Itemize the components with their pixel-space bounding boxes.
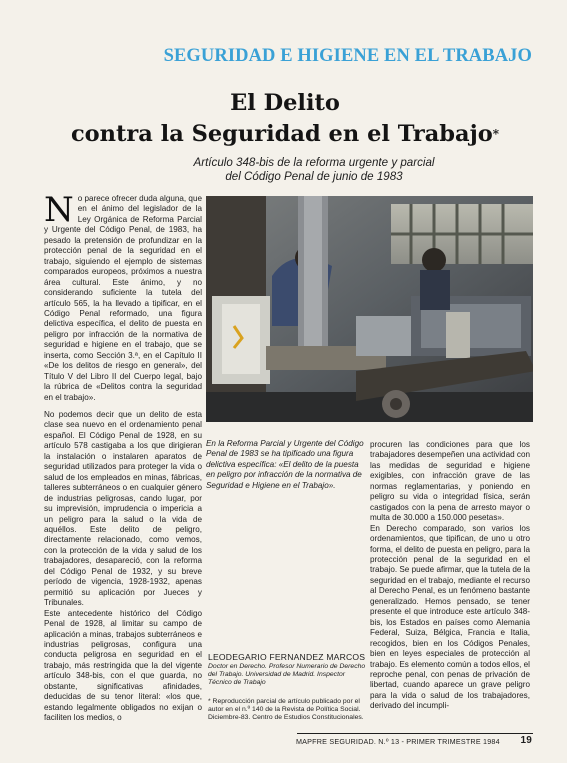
body-paragraph-4: procuren las condiciones para que los trabajadores desempeñen una actividad con las medidas de seguridad e higiene exigibles, con infracción grave de las normas reglamentarias, y poniendo en peligro su vida o integridad física, serán castigados con la pena de arresto mayor o multa de 30.000 a 150.000 pesetas». [370, 440, 530, 523]
title-line-2-text: contra la Seguridad en el Trabajo [70, 121, 493, 147]
subtitle-line-2: del Código Penal de junio de 1983 [225, 170, 403, 183]
footnote-mark: * [492, 127, 500, 141]
article-subtitle [112, 156, 516, 184]
body-column-1-top [44, 190, 202, 403]
body-paragraph-1: No parece ofrecer duda alguna, que en el ánimo del legislador de la Ley Orgánica de Reforma Parcial y Urgente del Código Penal, de 1983, ha pesado la pretensión de profundizar en la protección penal de la seguridad en el trabajo, siguiendo el ejemplo de sistemas comparados europeos, próximos a nuestra área cultural. Este ánimo, y no considerando suficiente la tutela del artículo 565, la ha llevado a tipificar, en el Código Penal reformado, una figura delictiva específica, el delito de puesta en peligro por infracción de la normativa de seguridad e higiene en el trabajo, que se inserta, como Sección 3.ª, en el Capítulo II «De los delitos de riesgo en general», del Título V del Libro II del Cuerpo legal, bajo la rúbrica de «Delitos contra la seguridad en el trabajo». [44, 190, 202, 402]
footnote: * Reproducción parcial de artículo publicado por el autor en el n.º 140 de la Revista de Política Social. Diciembre-83. Centro de Estudios Constitucionales. [208, 698, 364, 722]
photo-caption: En la Reforma Parcial y Urgente del Código Penal de 1983 se ha tipificado una figura delictiva específica: «El delito de la puesta en peligro por infracción de la normativa de Seguridad e Higiene en el Trabajo». [206, 439, 364, 490]
footer-rule [297, 733, 533, 734]
author-name: LEODEGARIO FERNANDEZ MARCOS [208, 652, 366, 662]
page-footer [296, 737, 532, 747]
photo-workshop-illustration [206, 196, 533, 422]
section-header: SEGURIDAD E HIGIENE EN EL TRABAJO [163, 46, 532, 66]
page-number: 19 [520, 735, 532, 746]
article-photo [206, 196, 533, 422]
body-column-1-bottom [44, 410, 202, 724]
title-line-1: El Delito [230, 90, 340, 116]
author-block [208, 652, 368, 688]
subtitle-line-1: Artículo 348-bis de la reforma urgente y parcial [193, 156, 435, 169]
body-paragraph-5: En Derecho comparado, son varios los ordenamientos, que tipifican, de uno u otro forma, el delito de puesta en peligro, para la protección penal de la seguridad en el trabajo. Se puede afirmar, que la tutela de la seguridad en el trabajo, mediante el recurso al Derecho Penal, es un fenómeno bastante generalizado. Hemos pensado, se tener presente el que introduce este artículo 348-bis, los Estados en países como Alemania Federal, Suiza, Bélgica, Francia e Italia, recogidos, bien en los Códigos Penales, bien en leyes especiales de protección al trabajo. Es elemento común a todos ellos, el reproche penal, con penas de privación de libertad, cuando aparece un grave peligro para la vida o salud de los trabajadores, derivado del incumpli- [370, 523, 530, 711]
body-paragraph-3: Este antecedente histórico del Código Penal de 1928, al limitar su campo de aplicación a minas, trabajos subterráneos e industrias peligrosas, configura una conducta peligrosa en seguridad en el trabajo, más restringida que la del vigente artículo 348-bis, con el que guarda, no obstante, significativas afinidades, deducidas de su tenor literal: «los que, estando legalmente obligados no exijan o faciliten los medios, o [44, 608, 202, 723]
author-bio: Doctor en Derecho. Profesor Numerario de Derecho del Trabajo. Universidad de Madrid. Inspector Técnico de Trabajo [208, 663, 366, 687]
body-paragraph-2: No podemos decir que un delito de esta clase sea nuevo en el ordenamiento penal español. El Código Penal de 1928, en su artículo 578 castigaba a los que dirigieran la instalación o instalaren aparatos de seguridad utilizados para proteger la vida o salud de los empleados en minas, fábricas, talleres subterráneos o en cualquier género de industrias peligrosas, cando lugar, por su imprevisión, imprudencia o impericia a un peligro para la salud o la vida de aquéllos. Este delito de peligro, directamente relacionado, como vemos, con la protección de la vida y salud de los trabajadores, desapareció, con la reforma del Código Penal de 1932, y su breve período de vigencia, 1928-1932, apenas permitió su aplicación por Jueces y Tribunales. [44, 410, 202, 608]
body-column-3 [370, 440, 530, 712]
article-title [40, 88, 530, 150]
title-line-2 [40, 119, 530, 150]
footer-publication: MAPFRE SEGURIDAD. N.º 13 - PRIMER TRIMESTRE 1984 [296, 737, 500, 746]
